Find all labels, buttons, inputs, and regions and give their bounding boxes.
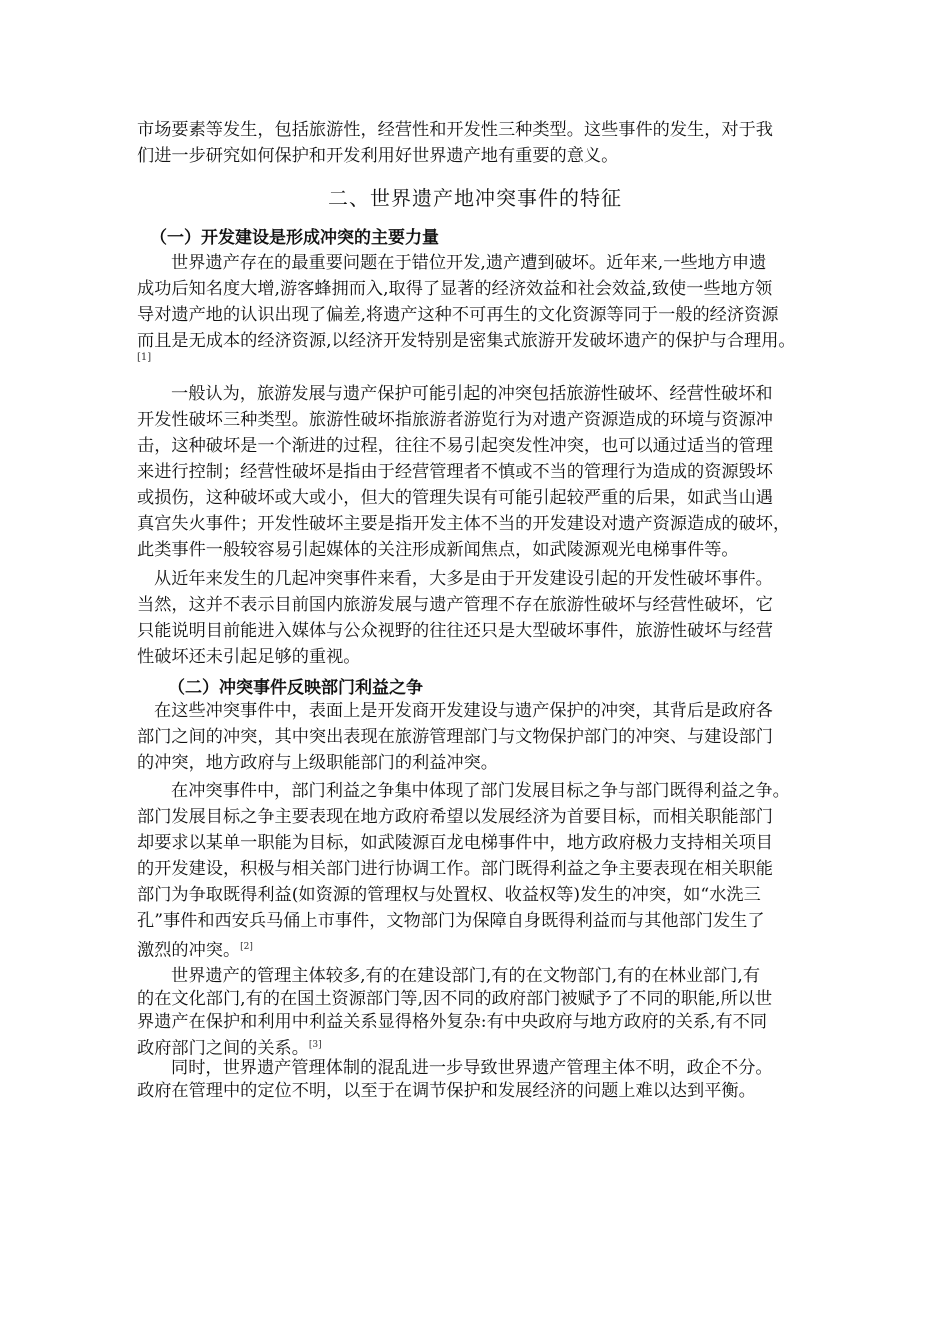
paragraph-line: 来进行控制；经营性破坏是指由于经营管理者不慎或不当的管理行为造成的资源毁坏 xyxy=(137,462,773,482)
paragraph-line: 部门发展目标之争主要表现在地方政府希望以发展经济为首要目标，而相关职能部门 xyxy=(137,807,773,827)
paragraph-line: 击，这种破坏是一个渐进的过程，往往不易引起突发性冲突，也可以通过适当的管理 xyxy=(137,436,773,456)
paragraph-line: 或损伤，这种破坏或大或小，但大的管理失误有可能引起较严重的后果，如武当山遇 xyxy=(137,488,773,508)
citation-2: [2] xyxy=(240,942,253,952)
paragraph-line: 孔”事件和西安兵马俑上市事件，文物部门为保障自身既得利益而与其他部门发生了 xyxy=(137,911,765,931)
paragraph-line: 性破坏还未引起足够的重视。 xyxy=(137,647,361,667)
paragraph-line: 的冲突，地方政府与上级职能部门的利益冲突。 xyxy=(137,753,498,773)
paragraph-line: 从近年来发生的几起冲突事件来看，大多是由于开发建设引起的开发性破坏事件。 xyxy=(154,569,773,589)
paragraph-line: 世界遗产存在的最重要问题在于错位开发,遗产遭到破坏。近年来,一些地方申遗 xyxy=(171,253,767,273)
paragraph-line: 在这些冲突事件中，表面上是开发商开发建设与遗产保护的冲突，其背后是政府各 xyxy=(154,701,773,721)
paragraph-line: 而且是无成本的经济资源,以经济开发特别是密集式旅游开发破坏遗产的保护与合理用。 xyxy=(137,331,796,351)
paragraph-line: 同时，世界遗产管理体制的混乱进一步导致世界遗产管理主体不明，政企不分。 xyxy=(171,1058,773,1078)
paragraph-line xyxy=(137,934,253,964)
subsection-title-1: （一）开发建设是形成冲突的主要力量 xyxy=(150,228,439,248)
paragraph-line: 部门之间的冲突，其中突出表现在旅游管理部门与文物保护部门的冲突、与建设部门 xyxy=(137,727,773,747)
paragraph-text: 激烈的冲突。 xyxy=(137,940,241,961)
paragraph-line: 的在文化部门,有的在国土资源部门等,因不同的政府部门被赋予了不同的职能,所以世 xyxy=(137,989,773,1009)
paragraph-line: 当然，这并不表示目前国内旅游发展与遗产管理不存在旅游性破坏与经营性破坏，它 xyxy=(137,595,773,615)
paragraph-line: 的开发建设，积极与相关部门进行协调工作。部门既得利益之争主要表现在相关职能 xyxy=(137,859,773,879)
paragraph-line: 世界遗产的管理主体较多,有的在建设部门,有的在文物部门,有的在林业部门,有 xyxy=(171,966,761,986)
paragraph-line: 导对遗产地的认识出现了偏差,将遗产这种不可再生的文化资源等同于一般的经济资源 xyxy=(137,305,779,325)
citation-1: [1] xyxy=(137,352,152,363)
paragraph-line: 只能说明目前能进入媒体与公众视野的往往还只是大型破坏事件，旅游性破坏与经营 xyxy=(137,621,773,641)
paragraph-line: 在冲突事件中，部门利益之争集中体现了部门发展目标之争与部门既得利益之争。 xyxy=(171,781,790,801)
paragraph-line: 开发性破坏三种类型。旅游性破坏指旅游者游览行为对遗产资源造成的环境与资源冲 xyxy=(137,410,773,430)
paragraph-line: 界遗产在保护和利用中利益关系显得格外复杂:有中央政府与地方政府的关系,有不同 xyxy=(137,1012,768,1032)
paragraph-line: 此类事件一般较容易引起媒体的关注形成新闻焦点，如武陵源观光电梯事件等。 xyxy=(137,540,739,560)
intro-line: 市场要素等发生，包括旅游性，经营性和开发性三种类型。这些事件的发生，对于我 xyxy=(137,120,773,140)
intro-line: 们进一步研究如何保护和开发利用好世界遗产地有重要的意义。 xyxy=(137,146,619,166)
citation-3: [3] xyxy=(308,1040,322,1050)
paragraph-line: 成功后知名度大增,游客蜂拥而入,取得了显著的经济效益和社会效益,致使一些地方领 xyxy=(137,279,773,299)
paragraph-line: 却要求以某单一职能为目标，如武陵源百龙电梯事件中，地方政府极力支持相关项目 xyxy=(137,833,773,853)
paragraph-line: 政府在管理中的定位不明，以至于在调节保护和发展经济的问题上难以达到平衡。 xyxy=(137,1081,756,1101)
paragraph-line: 真宫失火事件；开发性破坏主要是指开发主体不当的开发建设对遗产资源造成的破坏， xyxy=(137,514,791,534)
subsection-title-2: （二）冲突事件反映部门利益之争 xyxy=(168,678,423,698)
paragraph-line: 一般认为，旅游发展与遗产保护可能引起的冲突包括旅游性破坏、经营性破坏和 xyxy=(171,384,773,404)
paragraph-text: 政府部门之间的关系。 xyxy=(137,1038,309,1059)
section-title: 二、世界遗产地冲突事件的特征 xyxy=(328,186,622,210)
paragraph-line: 部门为争取既得利益(如资源的管理权与处置权、收益权等)发生的冲突，如“水洗三 xyxy=(137,885,761,905)
